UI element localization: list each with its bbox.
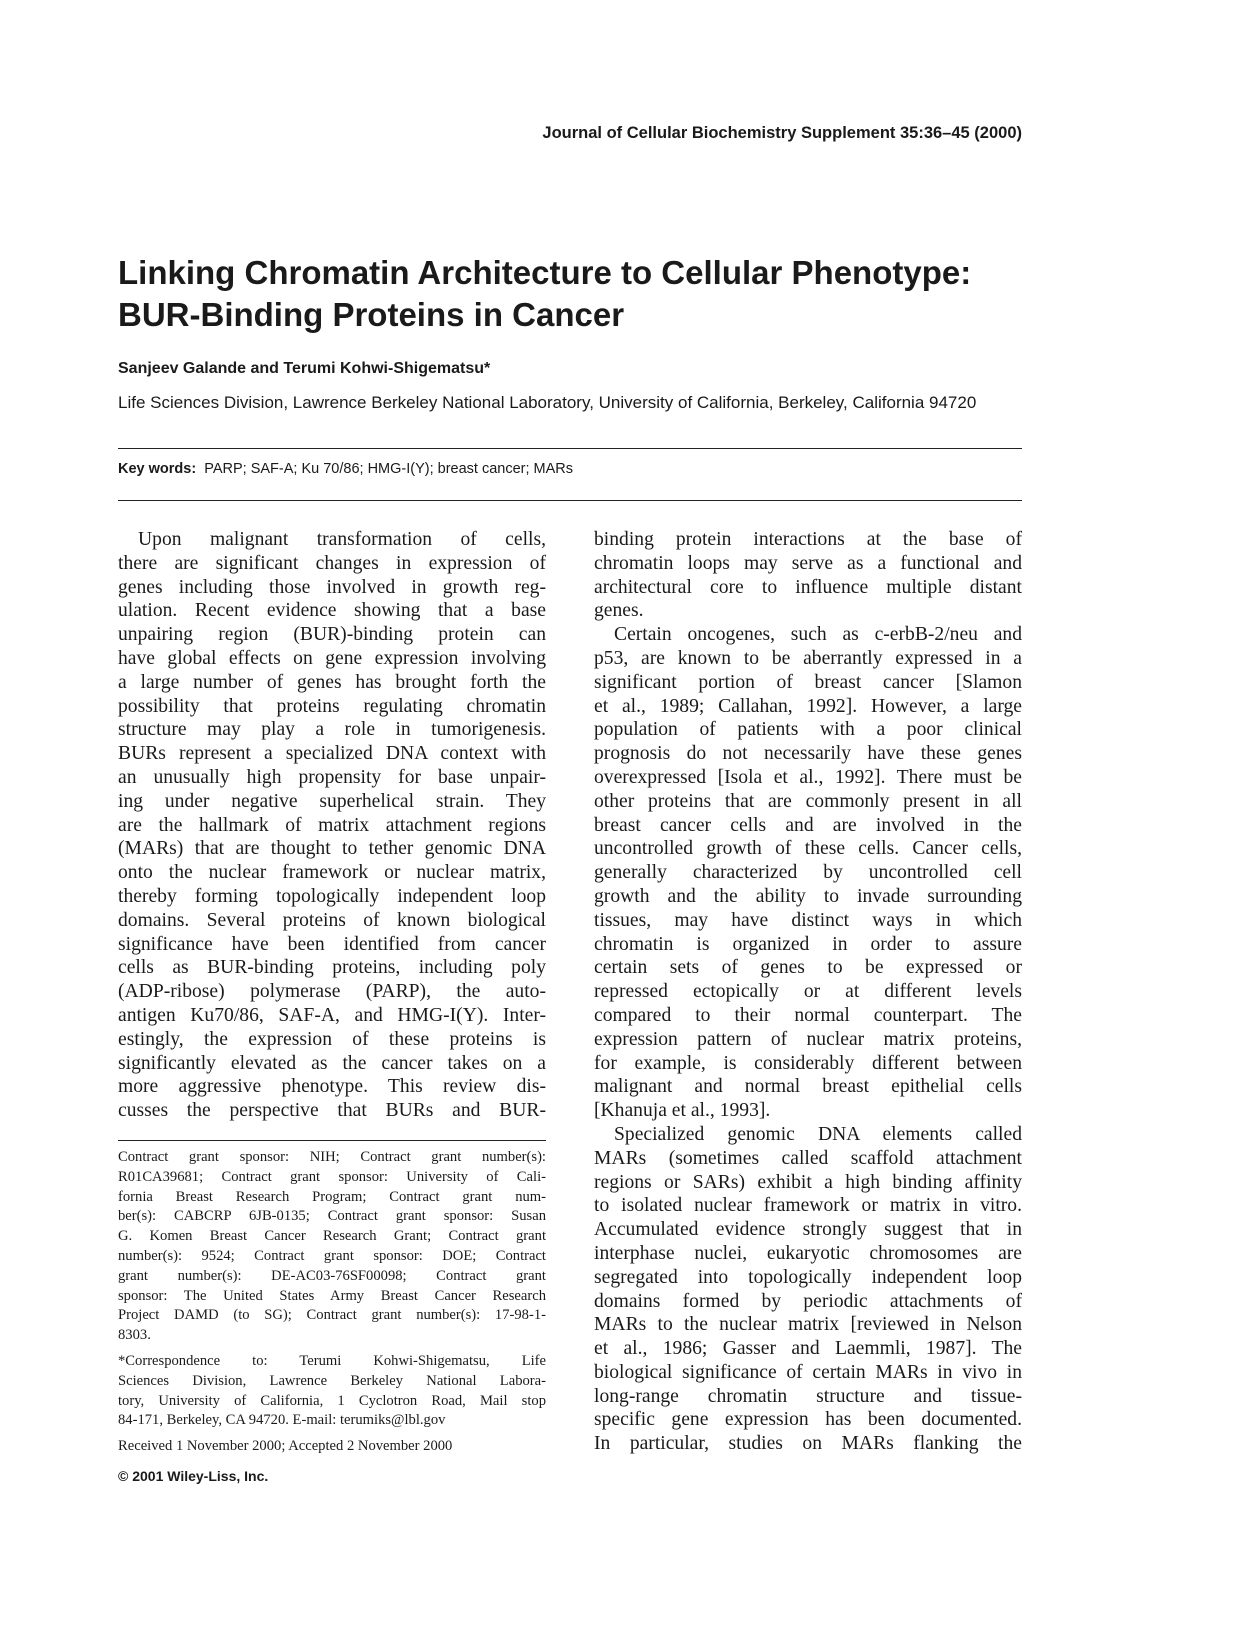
text-line: BURs represent a specialized DNA context with xyxy=(118,743,546,765)
text-line: significantly elevated as the cancer takes on a xyxy=(118,1052,546,1074)
text-line: (ADP-ribose) polymerase (PARP), the auto- xyxy=(118,981,546,1003)
text-line: tissues, may have distinct ways in which xyxy=(594,909,1022,931)
text-line: overexpressed [Isola et al., 1992]. There must be xyxy=(594,766,1022,788)
text-line: segregated into topologically independent loop xyxy=(594,1266,1022,1288)
text-line: breast cancer cells and are involved in the xyxy=(594,814,1022,836)
text-line: unpairing region (BUR)-binding protein can xyxy=(118,624,546,646)
text-line: structure may play a role in tumorigenesis. xyxy=(118,719,546,741)
left-column xyxy=(118,528,546,1123)
title-line: BUR-Binding Proteins in Cancer xyxy=(118,296,625,333)
text-line: Upon malignant transformation of cells, xyxy=(138,529,546,550)
footnotes xyxy=(118,1148,546,1457)
text-line: population of patients with a poor clinical xyxy=(594,719,1022,741)
right-column xyxy=(594,528,1022,1456)
text-line: chromatin is organized in order to assure xyxy=(594,933,1022,955)
text-line: G. Komen Breast Cancer Research Grant; Contract grant xyxy=(118,1228,546,1245)
text-line: certain sets of genes to be expressed or xyxy=(594,957,1022,979)
text-line: generally characterized by uncontrolled cell xyxy=(594,862,1022,884)
text-line: there are significant changes in expression of xyxy=(118,552,546,574)
text-line: genes. xyxy=(594,600,644,622)
authors: Sanjeev Galande and Terumi Kohwi-Shigematsu* xyxy=(118,360,491,377)
text-line: possibility that proteins regulating chromatin xyxy=(118,695,546,717)
text-line: Specialized genomic DNA elements called xyxy=(614,1123,1022,1145)
text-line: uncontrolled growth of these cells. Cancer cells, xyxy=(594,838,1022,860)
text-line: for example, is considerably different between xyxy=(594,1052,1022,1074)
article-title xyxy=(118,252,971,336)
text-line: domains. Several proteins of known biological xyxy=(118,909,546,931)
keywords-label: Key words: xyxy=(118,461,197,477)
text-line: repressed ectopically or at different levels xyxy=(594,981,1022,1003)
text-line: MARs to the nuclear matrix [reviewed in Nelson xyxy=(594,1314,1022,1336)
divider xyxy=(118,500,1022,501)
text-line: R01CA39681; Contract grant sponsor: University of Cali- xyxy=(118,1168,546,1185)
text-line: specific gene expression has been documented. xyxy=(594,1409,1022,1431)
text-line: cusses the perspective that BURs and BUR- xyxy=(118,1100,546,1122)
text-line: antigen Ku70/86, SAF-A, and HMG-I(Y). Inter- xyxy=(118,1004,546,1026)
grant-footnote xyxy=(118,1148,546,1346)
text-line: significance have been identified from cancer xyxy=(118,933,546,955)
text-line: long-range chromatin structure and tissue- xyxy=(594,1385,1022,1407)
keywords xyxy=(118,461,573,477)
text-line: *Correspondence to: Terumi Kohwi-Shigematsu, Life xyxy=(118,1352,546,1369)
text-line: tory, University of California, 1 Cyclotron Road, Mail stop xyxy=(118,1392,546,1409)
copyright: © 2001 Wiley-Liss, Inc. xyxy=(118,1468,269,1484)
text-line: [Khanuja et al., 1993]. xyxy=(594,1100,771,1122)
text-line: malignant and normal breast epithelial cells xyxy=(594,1076,1022,1098)
text-line: an unusually high propensity for base unpair- xyxy=(118,766,546,788)
text-line: regions or SARs) exhibit a high binding affinity xyxy=(594,1171,1022,1193)
text-line: are the hallmark of matrix attachment regions xyxy=(118,814,546,836)
text-line: more aggressive phenotype. This review dis- xyxy=(118,1076,546,1098)
text-line: significant portion of breast cancer [Slamon xyxy=(594,671,1022,693)
text-line: interphase nuclei, eukaryotic chromosomes are xyxy=(594,1242,1022,1264)
text-line: Project DAMD (to SG); Contract grant number(s): 17-98-1- xyxy=(118,1307,546,1324)
footnote-divider xyxy=(118,1140,546,1141)
journal-citation: Journal of Cellular Biochemistry Supplement 35:36–45 (2000) xyxy=(542,124,1022,142)
text-line: p53, are known to be aberrantly expressed in a xyxy=(594,647,1022,669)
text-line: other proteins that are commonly present in all xyxy=(594,790,1022,812)
text-line: ber(s): CABCRP 6JB-0135; Contract grant sponsor: Susan xyxy=(118,1208,546,1225)
text-line: architectural core to influence multiple distant xyxy=(594,576,1022,598)
text-line: have global effects on gene expression involving xyxy=(118,647,546,669)
text-line: a large number of genes has brought forth the xyxy=(118,671,546,693)
text-line: to isolated nuclear framework or matrix in vitro. xyxy=(594,1195,1022,1217)
text-line: Certain oncogenes, such as c-erbB-2/neu and xyxy=(614,624,1022,646)
text-line: et al., 1986; Gasser and Laemmli, 1987]. The xyxy=(594,1338,1022,1360)
text-line: chromatin loops may serve as a functional and xyxy=(594,552,1022,574)
text-line: et al., 1989; Callahan, 1992]. However, a large xyxy=(594,695,1022,717)
received-date: Received 1 November 2000; Accepted 2 November 2000 xyxy=(118,1438,453,1455)
text-line: Sciences Division, Lawrence Berkeley National Labora- xyxy=(118,1372,546,1389)
text-line: cells as BUR-binding proteins, including poly xyxy=(118,957,546,979)
affiliation: Life Sciences Division, Lawrence Berkeley National Laboratory, University of California, Berkeley, California 94720 xyxy=(118,393,977,412)
text-line: fornia Breast Research Program; Contract grant num- xyxy=(118,1188,546,1205)
text-line: ing under negative superhelical strain. They xyxy=(118,790,546,812)
text-line: biological significance of certain MARs in vivo in xyxy=(594,1361,1022,1383)
text-line: expression pattern of nuclear matrix proteins, xyxy=(594,1028,1022,1050)
text-line: MARs (sometimes called scaffold attachment xyxy=(594,1147,1022,1169)
text-line: genes including those involved in growth reg- xyxy=(118,576,546,598)
text-line: In particular, studies on MARs flanking the xyxy=(594,1433,1022,1455)
correspondence-footnote xyxy=(118,1352,546,1431)
text-line: (MARs) that are thought to tether genomic DNA xyxy=(118,838,546,860)
text-line: binding protein interactions at the base of xyxy=(594,529,1022,550)
text-line: estingly, the expression of these proteins is xyxy=(118,1028,546,1050)
text-line: prognosis do not necessarily have these genes xyxy=(594,743,1022,765)
text-line: Accumulated evidence strongly suggest that in xyxy=(594,1219,1022,1241)
text-line: 8303. xyxy=(118,1327,151,1344)
text-line: sponsor: The United States Army Breast Cancer Research xyxy=(118,1287,546,1304)
text-line: onto the nuclear framework or nuclear matrix, xyxy=(118,862,546,884)
divider xyxy=(118,448,1022,449)
text-line: 84-171, Berkeley, CA 94720. E-mail: terumiks@lbl.gov xyxy=(118,1412,446,1429)
text-line: number(s): 9524; Contract grant sponsor: DOE; Contract xyxy=(118,1247,546,1264)
title-line: Linking Chromatin Architecture to Cellular Phenotype: xyxy=(118,254,972,291)
text-line: domains formed by periodic attachments of xyxy=(594,1290,1022,1312)
text-line: compared to their normal counterpart. The xyxy=(594,1004,1022,1026)
text-line: growth and the ability to invade surrounding xyxy=(594,885,1022,907)
text-line: thereby forming topologically independent loop xyxy=(118,885,546,907)
text-line: grant number(s): DE-AC03-76SF00098; Contract grant xyxy=(118,1267,546,1284)
text-line: ulation. Recent evidence showing that a base xyxy=(118,600,546,622)
text-line: Contract grant sponsor: NIH; Contract grant number(s): xyxy=(118,1149,546,1165)
keywords-value: PARP; SAF-A; Ku 70/86; HMG-I(Y); breast cancer; MARs xyxy=(204,461,574,477)
